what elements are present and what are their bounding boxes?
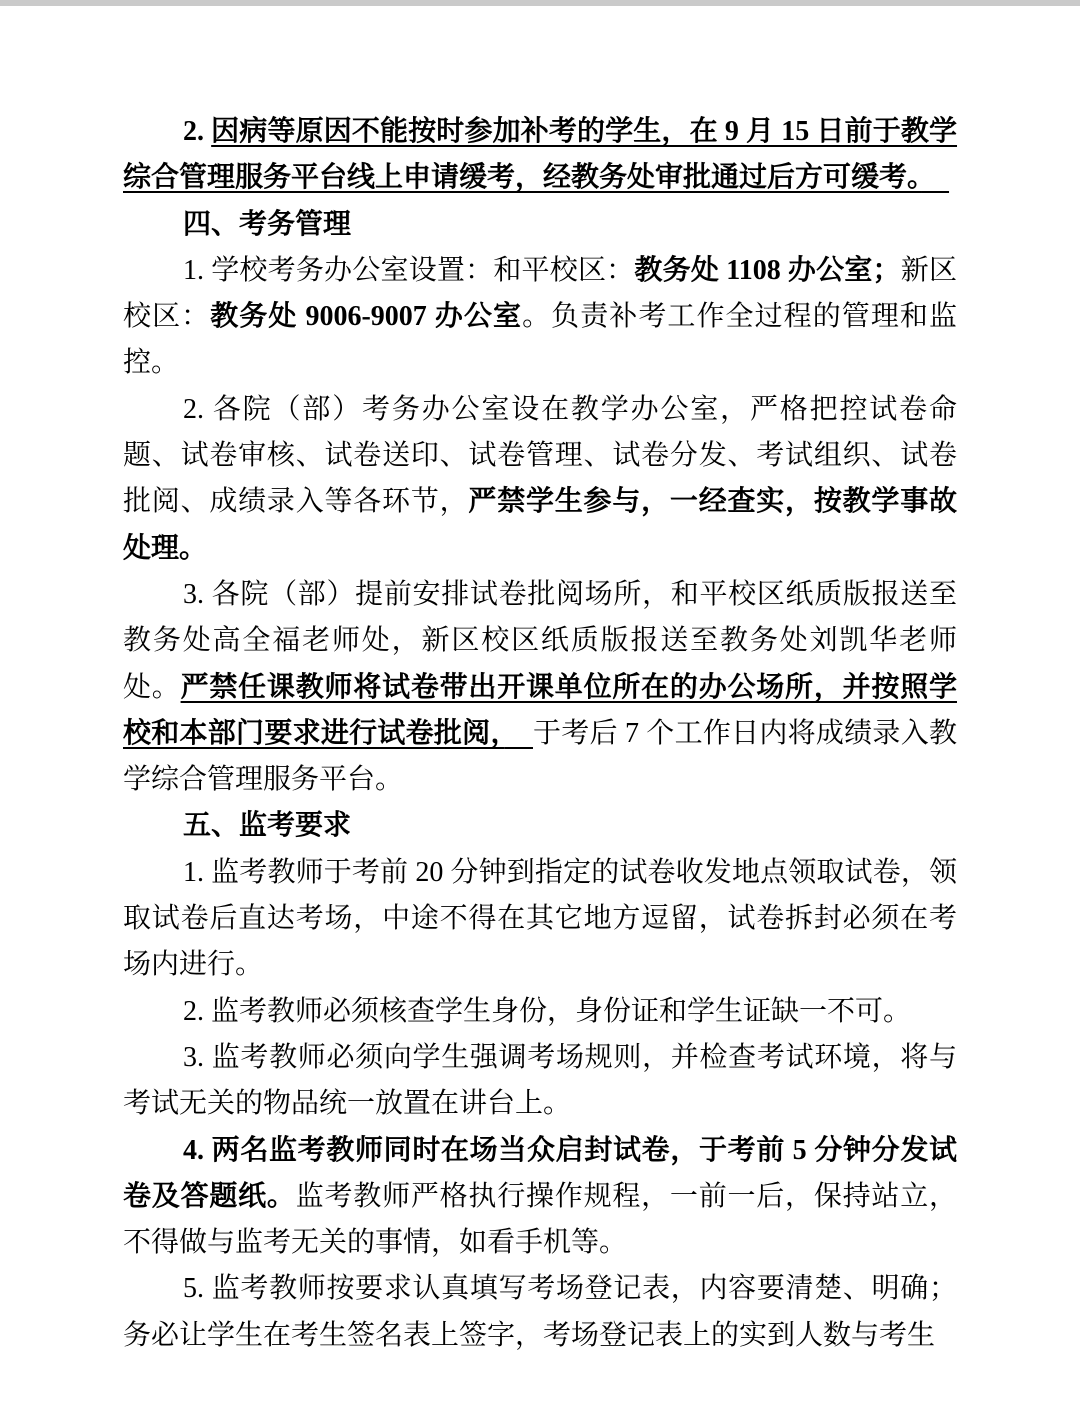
text-segment: 五、监考要求 (183, 810, 352, 842)
document-body (123, 109, 957, 1359)
text-segment: 4. 两名监考教师同时在场当众启封试卷，于考前 5 分钟分发试卷及答题纸。 (123, 1134, 957, 1212)
text-segment: 3. 各院（部）提前安排试卷批阅场所，和平校区纸质版报送至教务处高全福老师处，新区校区纸质版报送至教务处刘凯华老师处。 (123, 578, 957, 703)
text-segment: 2. 各院（部）考务办公室设在教学办公室，严格把控试卷命题、试卷审核、试卷送印、试卷管理、试卷分发、考试组织、试卷批阅、成绩录入等各环节， (123, 393, 957, 518)
paragraph (123, 1128, 957, 1267)
text-segment: 2. (183, 116, 212, 147)
text-segment: 3. 监考教师必须向学生强调考场规则，并检查考试环境，将与考试无关的物品统一放置在讲台上。 (123, 1041, 957, 1120)
paragraph (123, 572, 957, 803)
text-segment: 于考后 7 个工作日内将成绩录入教学综合管理服务平台。 (123, 717, 957, 796)
text-segment: 1. 学校考务办公室设置：和平校区： (183, 254, 635, 286)
text-segment: 四、考务管理 (183, 208, 352, 240)
paragraph (123, 1035, 957, 1128)
paragraph (123, 248, 957, 387)
text-segment: 1. 监考教师于考前 20 分钟到指定的试卷收发地点领取试卷，领取试卷后直达考场，中途不得在其它地方逗留，试卷拆封必须在考场内进行。 (123, 856, 957, 981)
section-heading (123, 202, 957, 248)
text-segment: 新区校区： (123, 254, 957, 333)
text-segment: 2. 监考教师必须核查学生身份，身份证和学生证缺一不可。 (183, 995, 912, 1027)
paragraph (123, 989, 957, 1035)
page-top-edge (0, 0, 1080, 6)
text-segment: 教务处 1108 办公室； (634, 254, 901, 286)
text-segment (505, 718, 533, 749)
paragraph (123, 850, 957, 989)
paragraph (123, 387, 957, 572)
section-heading (123, 803, 957, 849)
text-segment: 。负责补考工作全过程的管理和监控。 (123, 301, 957, 379)
text-segment: 严禁学生参与，一经查实，按教学事故处理。 (123, 486, 957, 564)
paragraph (123, 1266, 957, 1359)
text-segment (921, 162, 949, 193)
text-segment: 严禁任课教师将试卷带出开课单位所在的办公场所，并按照学校和本部门要求进行试卷批阅， (123, 671, 957, 749)
text-segment: 5. 监考教师按要求认真填写考场登记表，内容要清楚、明确；务必让学生在考生签名表上签字，考场登记表上的实到人数与考生 (123, 1273, 957, 1351)
paragraph (123, 109, 957, 202)
text-segment: 教务处 9006-9007 办公室 (210, 301, 523, 333)
text-segment: 因病等原因不能按时参加补考的学生，在 9 月 15 日前于教学综合管理服务平台线上申请缓考，经教务处审批通过后方可缓考。 (123, 116, 958, 194)
text-segment: 监考教师严格执行操作规程，一前一后，保持站立，不得做与监考无关的事情，如看手机等。 (123, 1180, 957, 1259)
